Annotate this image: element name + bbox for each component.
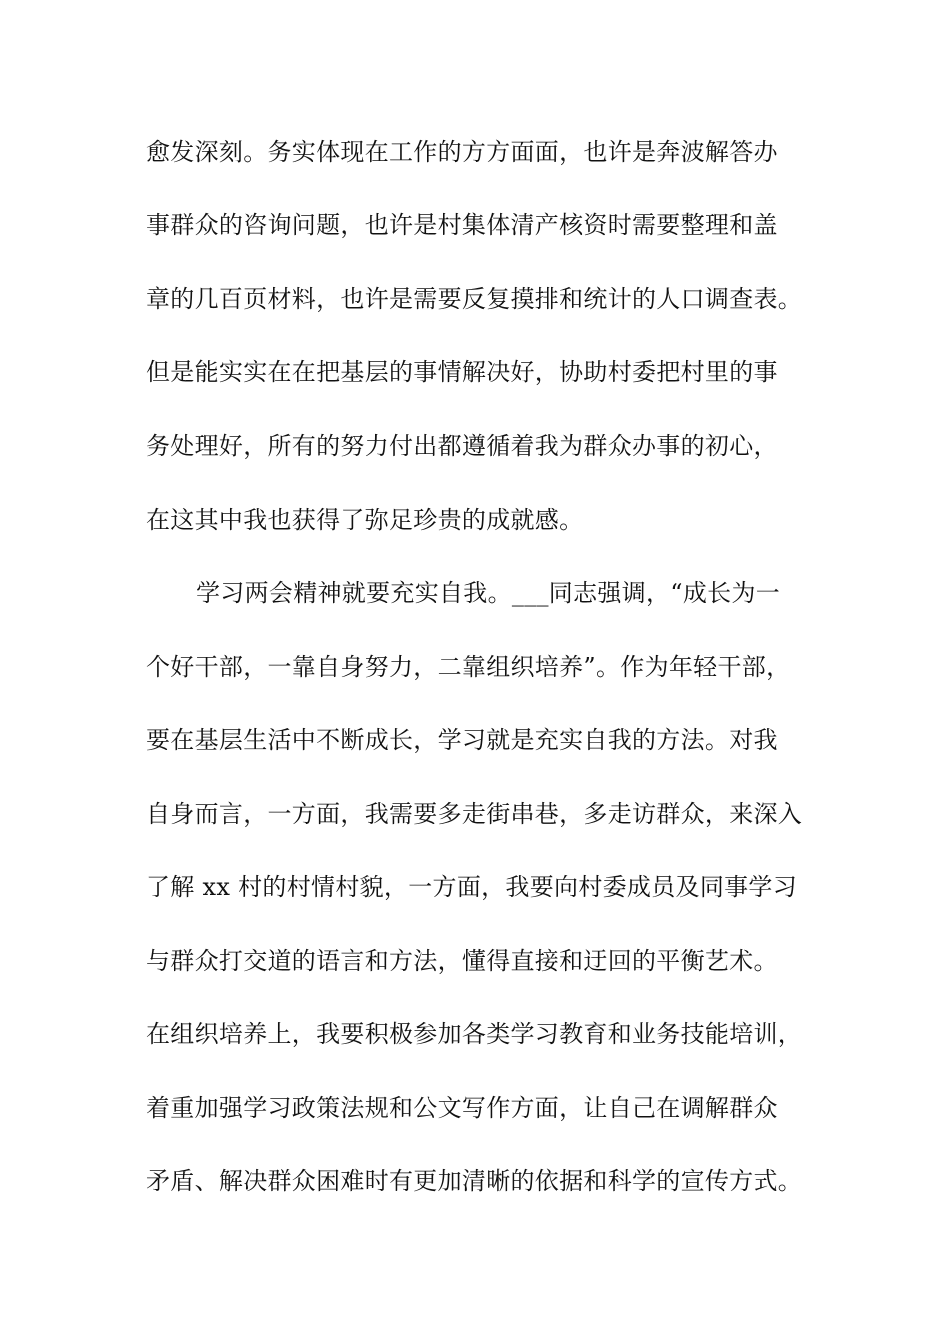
- text-line: 事群众的咨询问题，也许是村集体清产核资时需要整理和盖: [146, 211, 778, 239]
- text-line: 自身而言，一方面，我需要多走街串巷，多走访群众，来深入: [146, 800, 803, 828]
- text-line: 但是能实实在在把基层的事情解决好，协助村委把村里的事: [146, 358, 778, 386]
- text-line: 务处理好，所有的努力付出都遵循着我为群众办事的初心，: [146, 432, 778, 460]
- text-line: 个好干部，一靠自身努力，二靠组织培养”。作为年轻干部，: [146, 653, 791, 681]
- text-line: 要在基层生活中不断成长，学习就是充实自我的方法。对我: [146, 726, 778, 754]
- paragraph-first-line: 学习两会精神就要充实自我。___同志强调，“成长为一: [196, 579, 781, 607]
- text-line: 矛盾、解决群众困难时有更加清晰的依据和科学的宣传方式。: [146, 1167, 803, 1195]
- text-line: 与群众打交道的语言和方法，懂得直接和迂回的平衡艺术。: [146, 947, 778, 975]
- text-line: 章的几百页材料，也许是需要反复摸排和统计的人口调查表。: [146, 285, 803, 313]
- text-line: 在组织培养上，我要积极参加各类学习教育和业务技能培训，: [146, 1020, 803, 1048]
- text-line: 愈发深刻。务实体现在工作的方方面面，也许是奔波解答办: [146, 138, 778, 166]
- text-line: 了解 xx 村的村情村貌，一方面，我要向村委成员及同事学习: [146, 873, 798, 901]
- text-line: 着重加强学习政策法规和公文写作方面，让自己在调解群众: [146, 1094, 778, 1122]
- text-line: 在这其中我也获得了弥足珍贵的成就感。: [146, 506, 584, 534]
